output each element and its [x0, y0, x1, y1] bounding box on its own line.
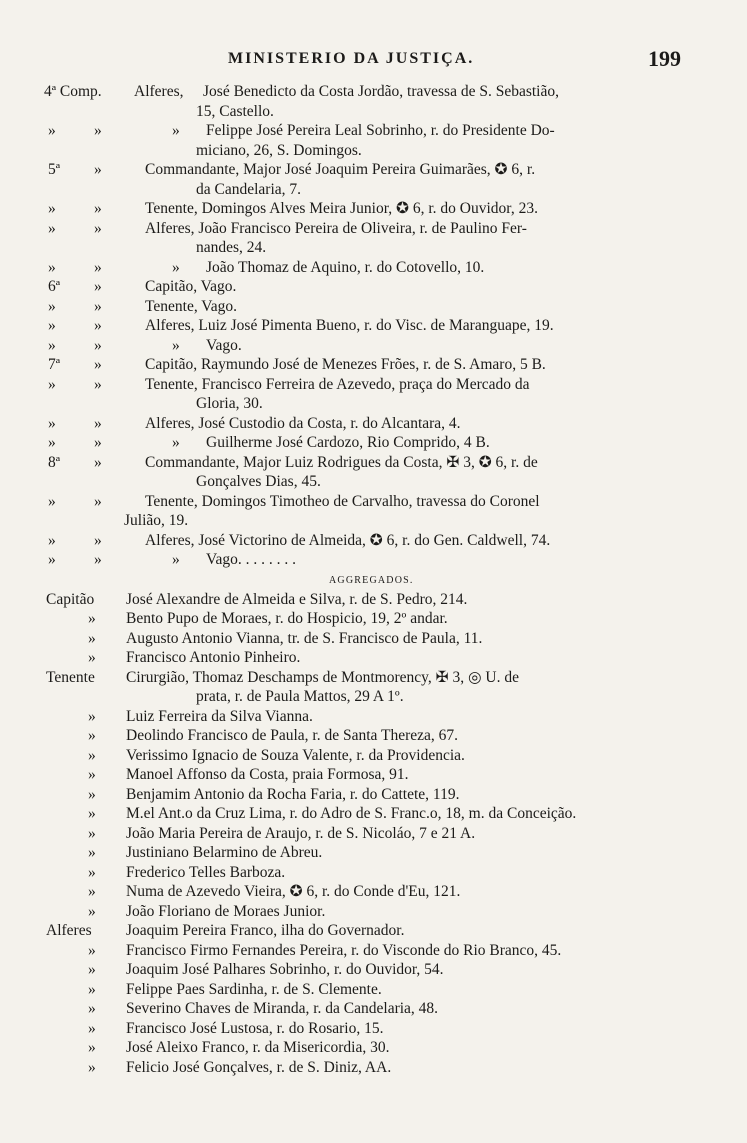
company-entry-continuation: [0, 141, 747, 161]
entry-text: Augusto Antonio Vianna, tr. de S. Francisco de Paula, 11.: [126, 629, 483, 647]
company-subcolumn: »: [94, 434, 102, 451]
company-entry-continuation: [0, 102, 747, 122]
company-number: »: [48, 531, 56, 549]
rank-label: »: [88, 707, 96, 725]
aggregado-entry: [0, 882, 747, 902]
entry-text: Tenente, Domingos Timotheo de Carvalho, travessa do Coronel: [145, 492, 540, 510]
rank-label: »: [88, 1058, 96, 1076]
section-heading: [0, 570, 747, 590]
aggregado-entry: [0, 843, 747, 863]
company-entry-continuation: [0, 472, 747, 492]
company-number: »: [48, 200, 56, 217]
entry-text: Deolindo Francisco de Paula, r. de Santa Thereza, 67.: [126, 727, 459, 744]
company-number: »: [48, 434, 56, 451]
rank-label: »: [88, 824, 96, 842]
company-subcolumn: »: [94, 317, 102, 334]
rank-label: Capitão: [46, 590, 95, 608]
entry-text: Alferes, José Victorino de Almeida, ✪ 6, r. do Gen. Caldwell, 74.: [145, 531, 551, 549]
entry-text: Alferes, Luiz José Pimenta Bueno, r. do Visc. de Maranguape, 19.: [145, 317, 554, 334]
company-entry: [0, 219, 747, 239]
company-subcolumn: »: [94, 375, 102, 393]
entry-text: Luiz Ferreira da Silva Vianna.: [126, 707, 313, 725]
aggregado-entry: [0, 1058, 747, 1078]
company-number: 7ª: [48, 356, 61, 373]
company-subcolumn: »: [94, 219, 102, 237]
aggregado-entry: [0, 980, 747, 1000]
company-subcolumn: »: [94, 531, 102, 549]
rank-label: »: [88, 902, 96, 920]
company-number: »: [48, 258, 56, 276]
page-number: 199: [648, 46, 681, 71]
rank-label: »: [88, 1019, 96, 1037]
rank-label: »: [88, 746, 96, 764]
rank-label: »: [88, 863, 96, 881]
aggregado-entry: [0, 746, 747, 766]
entry-text: Felippe José Pereira Leal Sobrinho, r. do Presidente Do-: [206, 122, 555, 139]
aggregado-entry: [0, 941, 747, 961]
entry-text: João Floriano de Moraes Junior.: [126, 902, 326, 920]
entry-text: Tenente, Francisco Ferreira de Azevedo, praça do Mercado da: [145, 375, 530, 393]
company-subcolumn: »: [94, 258, 102, 276]
rank-label: »: [88, 785, 96, 803]
entry-text: João Thomaz de Aquino, r. do Cotovello, 10.: [206, 258, 485, 276]
company-entry: [0, 433, 747, 453]
rank-label: »: [88, 941, 96, 959]
company-number: 8ª: [48, 453, 61, 471]
company-entry: [0, 277, 747, 297]
entry-text: Bento Pupo de Moraes, r. do Hospicio, 19, 2º andar.: [126, 610, 448, 627]
company-entry: [0, 160, 747, 180]
aggregado-entry: [0, 1038, 747, 1058]
entry-text: Gonçalves Dias, 45.: [196, 473, 321, 490]
company-entry: [0, 550, 747, 570]
entry-text: Benjamim Antonio da Rocha Faria, r. do Cattete, 119.: [126, 785, 460, 803]
company-entry-continuation: [0, 511, 747, 531]
company-subcolumn: »: [94, 122, 102, 139]
company-number: »: [48, 414, 56, 432]
entry-text: prata, r. de Paula Mattos, 29 A 1º.: [196, 688, 404, 705]
aggregado-entry: [0, 609, 747, 629]
company-subcolumn: »: [94, 414, 102, 432]
aggregado-entry: [0, 648, 747, 668]
company-subcolumn: »: [94, 161, 102, 178]
entry-text: Alferes, José Custodio da Costa, r. do Alcantara, 4.: [145, 414, 461, 432]
rank-label: »: [88, 1039, 96, 1056]
entry-text: Joaquim José Palhares Sobrinho, r. do Ouvidor, 54.: [126, 961, 444, 978]
entry-text: Francisco José Lustosa, r. do Rosario, 15.: [126, 1019, 384, 1037]
entry-text: 15, Castello.: [196, 102, 274, 120]
company-subcolumn: »: [94, 453, 102, 471]
entry-text: José Alexandre de Almeida e Silva, r. de S. Pedro, 214.: [126, 590, 468, 608]
aggregado-entry: [0, 1019, 747, 1039]
company-entry: [0, 297, 747, 317]
company-entry: [0, 121, 747, 141]
rank-label: »: [88, 727, 96, 744]
aggregado-entry: [0, 824, 747, 844]
entry-text: Felippe Paes Sardinha, r. de S. Clemente.: [126, 980, 382, 998]
entry-text: Felicio José Gonçalves, r. de S. Diniz, AA.: [126, 1058, 392, 1076]
rank-label: Alferes: [46, 922, 92, 939]
aggregado-entry: [0, 863, 747, 883]
rank-label: »: [88, 805, 96, 822]
company-number: »: [48, 336, 56, 354]
entry-text: José Benedicto da Costa Jordão, travessa de S. Sebastião,: [203, 83, 559, 100]
aggregado-entry: [0, 707, 747, 727]
entry-text: M.el Ant.o da Cruz Lima, r. do Adro de S. Franc.o, 18, m. da Conceição.: [126, 805, 577, 822]
entry-text: Manoel Affonso da Costa, praia Formosa, 91.: [126, 766, 409, 783]
aggregado-entry: [0, 902, 747, 922]
company-entry: [0, 453, 747, 473]
company-entry: [0, 258, 747, 278]
company-subcolumn: »: [94, 356, 102, 373]
company-entry: [0, 199, 747, 219]
company-number: »: [48, 122, 56, 139]
company-number: »: [48, 551, 56, 568]
page-title: MINISTERIO DA JUSTIÇA.: [228, 50, 475, 67]
entry-text: Alferes, João Francisco Pereira de Oliveira, r. de Paulino Fer-: [145, 219, 527, 237]
entry-text: Commandante, Major José Joaquim Pereira Guimarães, ✪ 6, r.: [145, 161, 536, 178]
aggregado-entry: [0, 629, 747, 649]
company-subcolumn-ditto: »: [172, 122, 180, 139]
aggregado-entry: [0, 921, 747, 941]
company-subcolumn-ditto: »: [172, 336, 180, 354]
rank-label: »: [88, 883, 96, 900]
entry-text: Frederico Telles Barboza.: [126, 863, 286, 881]
entry-text: José Aleixo Franco, r. da Misericordia, 30.: [126, 1039, 390, 1056]
company-entry: [0, 316, 747, 336]
aggregado-entry: [0, 726, 747, 746]
rank-label: »: [88, 1000, 96, 1017]
entry-text: Cirurgião, Thomaz Deschamps de Montmorency, ✠ 3, ◎ U. de: [126, 668, 519, 686]
roster-list: [0, 82, 747, 1077]
company-entry-continuation: [0, 238, 747, 258]
company-number: »: [48, 317, 56, 334]
company-number: 4ª Comp.: [44, 83, 102, 100]
entry-text: nandes, 24.: [196, 239, 267, 256]
company-entry: [0, 492, 747, 512]
entry-text: Justiniano Belarmino de Abreu.: [126, 844, 323, 861]
entry-text: Francisco Firmo Fernandes Pereira, r. do Visconde do Rio Branco, 45.: [126, 941, 562, 959]
rank-label: »: [88, 610, 96, 627]
entry-text: Julião, 19.: [124, 512, 189, 529]
entry-text: Joaquim Pereira Franco, ilha do Governador.: [126, 922, 405, 939]
company-entry: [0, 336, 747, 356]
aggregado-entry: [0, 765, 747, 785]
rank-label: »: [88, 961, 96, 978]
company-subcolumn: »: [94, 336, 102, 354]
entry-text: da Candelaria, 7.: [196, 180, 302, 198]
company-subcolumn: »: [94, 551, 102, 568]
entry-text: Verissimo Ignacio de Souza Valente, r. da Providencia.: [126, 746, 465, 764]
company-number: »: [48, 219, 56, 237]
page-header: [0, 48, 747, 74]
rank-label: »: [88, 766, 96, 783]
entry-text: Tenente, Domingos Alves Meira Junior, ✪ 6, r. do Ouvidor, 23.: [145, 200, 538, 217]
entry-text: Tenente, Vago.: [145, 297, 238, 315]
entry-text: Vago. . . . . . . .: [206, 551, 296, 568]
entry-text: Capitão, Vago.: [145, 278, 237, 295]
company-number: 5ª: [48, 161, 61, 178]
rank-label: Tenente: [46, 668, 95, 686]
entry-text: Vago.: [206, 336, 242, 354]
entry-text: Commandante, Major Luiz Rodrigues da Costa, ✠ 3, ✪ 6, r. de: [145, 453, 538, 471]
aggregado-entry-continuation: [0, 687, 747, 707]
aggregado-entry: [0, 668, 747, 688]
entry-text: Numa de Azevedo Vieira, ✪ 6, r. do Conde d'Eu, 121.: [126, 883, 461, 900]
aggregado-entry: [0, 999, 747, 1019]
entry-text: Gloria, 30.: [196, 395, 263, 412]
rank-label: »: [88, 844, 96, 861]
company-entry: [0, 531, 747, 551]
rank-label: »: [88, 980, 96, 998]
rank-label: »: [88, 649, 96, 666]
aggregado-entry: [0, 960, 747, 980]
entry-text: Guilherme José Cardozo, Rio Comprido, 4 B.: [206, 434, 490, 451]
company-entry: [0, 414, 747, 434]
company-entry: [0, 375, 747, 395]
company-subcolumn-ditto: »: [172, 551, 180, 568]
aggregado-entry: [0, 785, 747, 805]
company-entry: [0, 355, 747, 375]
company-number: »: [48, 492, 56, 510]
company-number: 6ª: [48, 278, 61, 295]
company-number: »: [48, 375, 56, 393]
aggregado-entry: [0, 804, 747, 824]
company-number: »: [48, 297, 56, 315]
entry-text: Francisco Antonio Pinheiro.: [126, 649, 301, 666]
rank-label: »: [88, 629, 96, 647]
section-title: AGGREGADOS.: [329, 574, 414, 586]
company-subcolumn: »: [94, 492, 102, 510]
company-entry: [0, 82, 747, 102]
entry-text: Capitão, Raymundo José de Menezes Frões, r. de S. Amaro, 5 B.: [145, 356, 546, 373]
company-subcolumn: Alferes,: [134, 83, 184, 100]
company-subcolumn: »: [94, 200, 102, 217]
company-entry-continuation: [0, 180, 747, 200]
company-subcolumn: »: [94, 297, 102, 315]
entry-text: miciano, 26, S. Domingos.: [196, 141, 362, 159]
entry-text: Severino Chaves de Miranda, r. da Candelaria, 48.: [126, 1000, 439, 1017]
company-entry-continuation: [0, 394, 747, 414]
entry-text: João Maria Pereira de Araujo, r. de S. Nicoláo, 7 e 21 A.: [126, 824, 476, 842]
company-subcolumn-ditto: »: [172, 258, 180, 276]
aggregado-entry: [0, 590, 747, 610]
company-subcolumn-ditto: »: [172, 434, 180, 451]
company-subcolumn: »: [94, 278, 102, 295]
